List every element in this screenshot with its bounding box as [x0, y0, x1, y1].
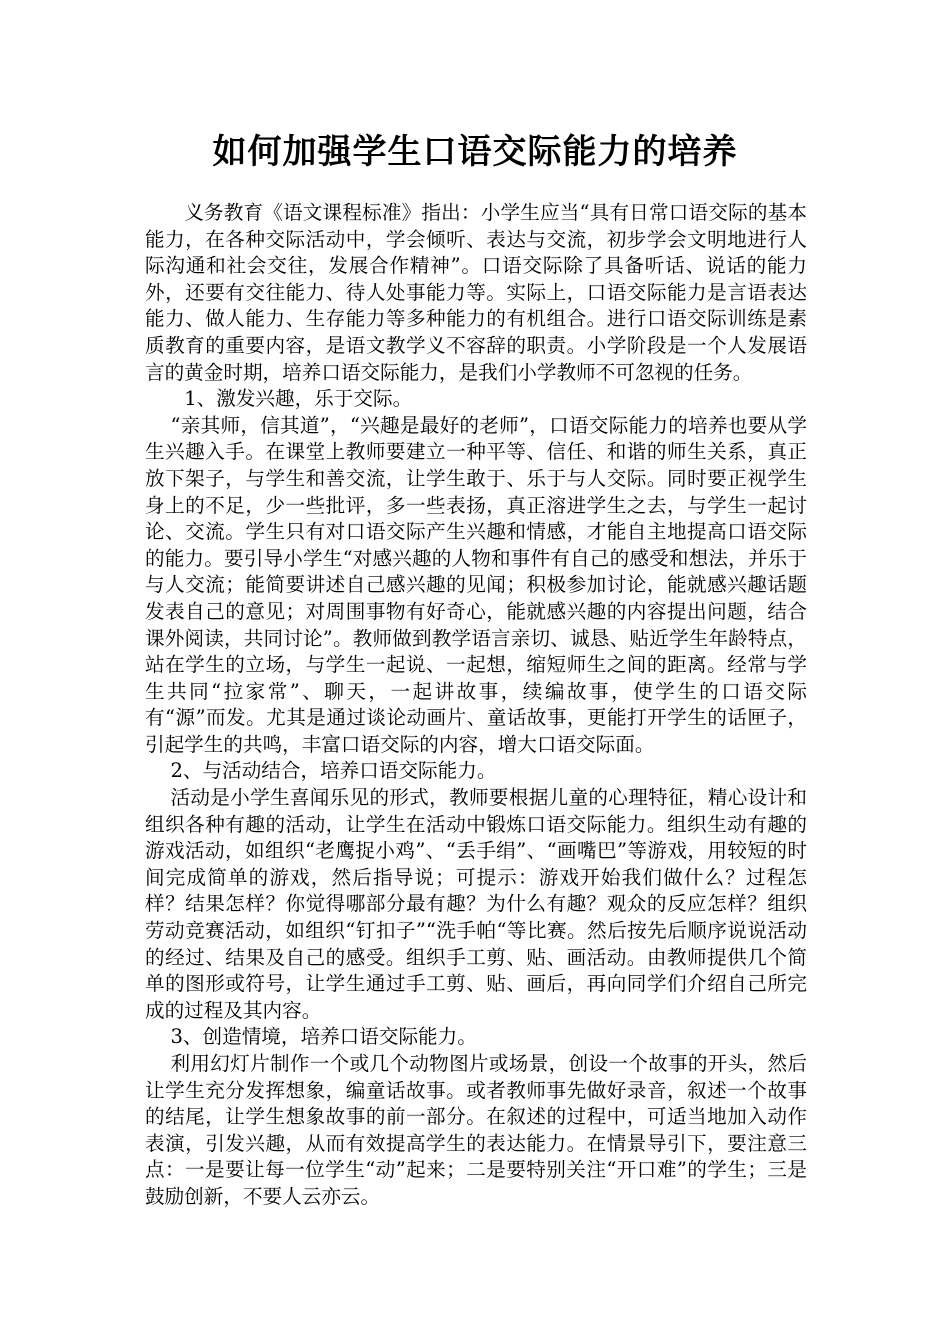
paragraph-section-1: “亲其师，信其道”，“兴趣是最好的老师”，口语交际能力的培养也要从学生兴趣入手。在课堂上教师要建立一种平等、信任、和谐的师生关系，真正放下架子，与学生和善交流，让学生敢于、乐于与人交际。同时要正视学生身上的不足，少一些批评，多一些表扬，真正溶进学生之去，与学生一起讨论、交流。学生只有对口语交际产生兴趣和情感，才能自主地提高口语交际的能力。要引导小学生“对感兴趣的人物和事件有自己的感受和想法，并乐于与人交流；能简要讲述自己感兴趣的见闻；积极参加讨论，能就感兴趣话题发表自己的意见；对周围事物有好奇心，能就感兴趣的内容提出问题，结合课外阅读，共同讨论”。教师做到教学语言亲切、诚恳、贴近学生年龄特点，站在学生的立场，与学生一起说、一起想，缩短师生之间的距离。经常与学生共同“拉家常”、聊天，一起讲故事，续编故事，使学生的口语交际有“源”而发。尤其是通过谈论动画片、童话故事，更能打开学生的话匣子，引起学生的共鸣，丰富口语交际的内容，增大口语交际面。 [145, 413, 807, 756]
document-title: 如何加强学生口语交际能力的培养 [212, 132, 738, 172]
paragraph-section-3: 利用幻灯片制作一个或几个动物图片或场景，创设一个故事的开头，然后让学生充分发挥想象，编童话故事。或者教师事先做好录音，叙述一个故事的结尾，让学生想象故事的前一部分。在叙述的过程中，可适当地加入动作表演，引发兴趣，从而有效提高学生的表达能力。在情景导引下，要注意三点：一是要让每一位学生“动”起来；二是要特别关注“开口难”的学生；三是鼓励创新，不要人云亦云。 [145, 1052, 807, 1208]
section-heading-1: 1、激发兴趣，乐于交际。 [184, 387, 413, 411]
section-heading-3: 3、创造情境，培养口语交际能力。 [170, 1025, 477, 1049]
paragraph-section-2: 活动是小学生喜闻乐见的形式，教师要根据儿童的心理特征，精心设计和组织各种有趣的活动，让学生在活动中锻炼口语交际能力。组织生动有趣的游戏活动，如组织“老鹰捉小鸡”、“丢手绢”、“画嘴巴”等游戏，用较短的时间完成简单的游戏，然后指导说；可提示：游戏开始我们做什么？过程怎样？结果怎样？你觉得哪部分最有趣？为什么有趣？观众的反应怎样？组织劳动竞赛活动，如组织“钉扣子”“洗手帕“等比赛。然后按先后顺序说说活动的经过、结果及自己的感受。组织手工剪、贴、画活动。由教师提供几个简单的图形或符号，让学生通过手工剪、贴、画后，再向同学们介绍自己所完成的过程及其内容。 [145, 786, 807, 1022]
paragraph-intro: 义务教育《语文课程标准》指出：小学生应当“具有日常口语交际的基本能力，在各种交际活动中，学会倾听、表达与交流，初步学会文明地进行人际沟通和社会交往，发展合作精神”。口语交际除了具备听话、说话的能力外，还要有交往能力、待人处事能力等。实际上，口语交际能力是言语表达能力、做人能力、生存能力等多种能力的有机组合。进行口语交际训练是素质教育的重要内容，是语文教学义不容辞的职责。小学阶段是一个人发展语言的黄金时期，培养口语交际能力，是我们小学教师不可忽视的任务。 [145, 201, 807, 384]
document-body [145, 200, 807, 1211]
section-heading-2: 2、与活动结合，培养口语交际能力。 [170, 759, 497, 783]
